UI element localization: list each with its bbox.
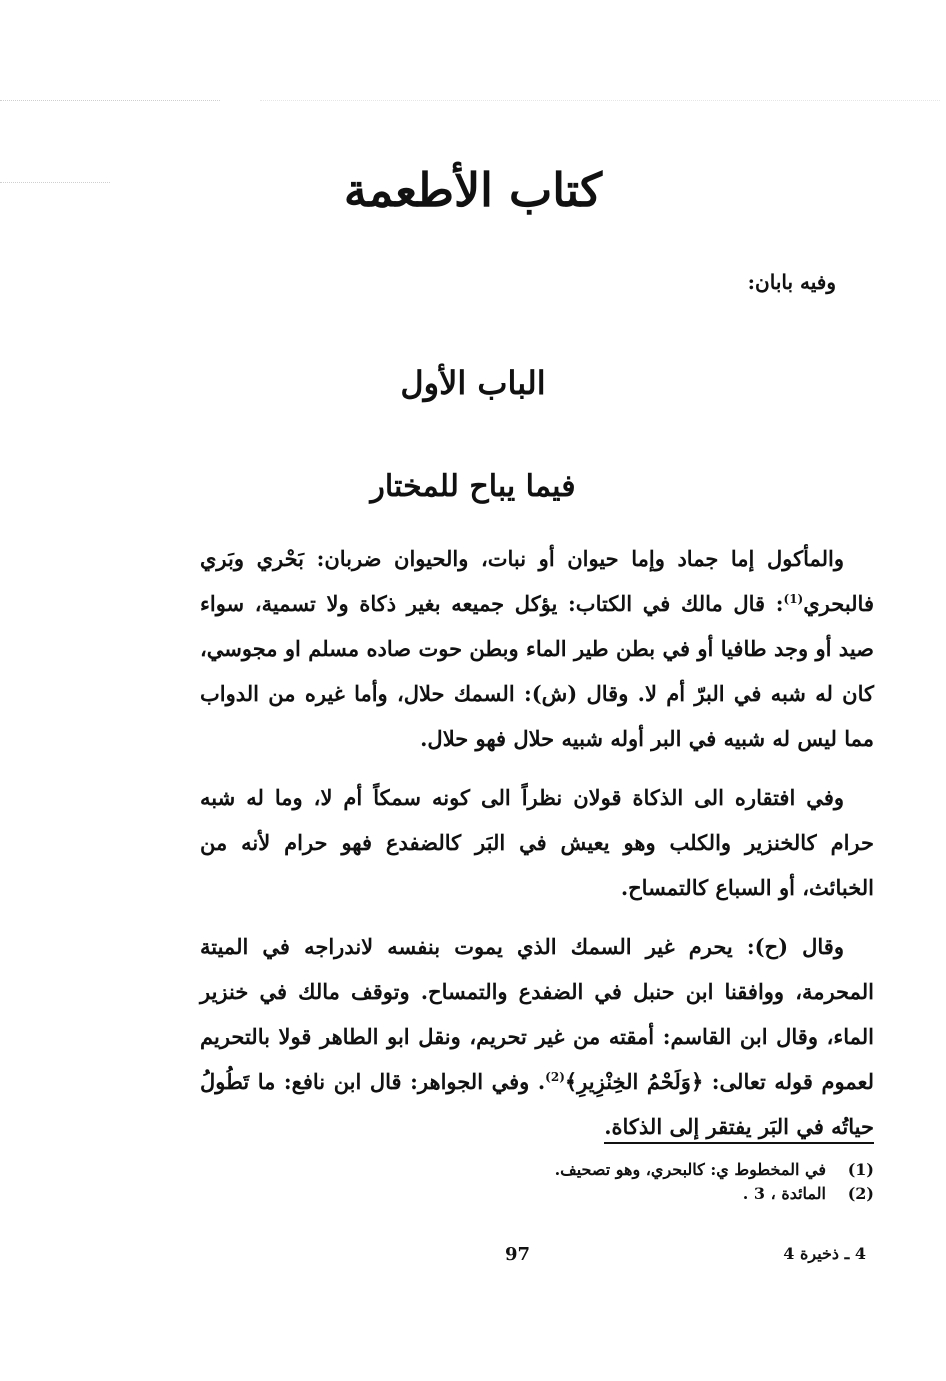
footnotes: [454, 1158, 874, 1206]
footnote-divider: [604, 1142, 874, 1144]
body-text: [200, 536, 874, 1163]
footnote-ref-2: (2): [545, 1070, 565, 1084]
paragraph-text: والمأكول إما جماد وإما حيوان أو نبات، والحيوان ضربان: بَحْري وبَري فالبحري: [200, 546, 874, 616]
footnote-2: [454, 1182, 874, 1206]
paragraph-3: [200, 924, 874, 1149]
footnote-1: [454, 1158, 874, 1182]
footnote-number: (2): [847, 1184, 874, 1203]
paragraph-text: وفي افتقاره الى الذكاة قولان نظراً الى كونه سمكاً أم لا، وما له شبه حرام كالخنزير والكلب وهو يعيش في البَر كالضفدع فهو حرام لأنه من الخبائث، أو السباع كالتمساح.: [200, 785, 874, 900]
page-number: 97: [505, 1244, 531, 1265]
footnote-text: المائدة ، 3 .: [742, 1184, 826, 1203]
paragraph-text: وقال (ح): يحرم غير السمك الذي يموت بنفسه لاندراجه في الميتة المحرمة، ووافقنا ابن حنبل في الضفدع والتمساح. وتوقف مالك في خنزير الماء، وقال ابن القاسم: أمقته من غير تحريم، ونقل ابو الطاهر قولا بالتحريم لعموم قوله تعالى: ﴿وَلَحْمُ الخِنْزِيرِ﴾: [200, 934, 874, 1094]
footnote-text: في المخطوط ي: كالبحري، وهو تصحيف.: [554, 1160, 826, 1179]
footnote-number: (1): [847, 1160, 874, 1179]
footnote-ref-1: (1): [783, 592, 804, 606]
book-title: كتاب الأطعمة: [343, 163, 603, 217]
paragraph-text: . وفي الجواهر: قال ابن نافع: ما تَطُولُ حياتُه في البَر يفتقر إلى الذكاة.: [200, 1069, 874, 1139]
section-title: فيما يباح للمختار: [370, 469, 576, 504]
scan-artifact-line: [260, 100, 940, 101]
intro-line: وفيه بابان:: [747, 270, 836, 294]
signature-mark: 4 ـ ذخيرة 4: [783, 1244, 866, 1263]
paragraph-1: [200, 536, 874, 761]
paragraph-text: : قال مالك في الكتاب: يؤكل جميعه بغير ذكاة ولا تسمية، سواء صيد أو وجد طافيا أو في بطن طير الماء وبطن حوت صاده مسلم او مجوسي، كان له شبه في البرّ أم لا. وقال (ش): السمك حلال، وأما غيره من الدواب مما ليس له شبيه في البر أوله شبيه حلال فهو حلال.: [200, 591, 874, 751]
paragraph-2: [200, 775, 874, 910]
chapter-title: الباب الأول: [400, 364, 546, 402]
scan-artifact-line: [0, 100, 220, 101]
